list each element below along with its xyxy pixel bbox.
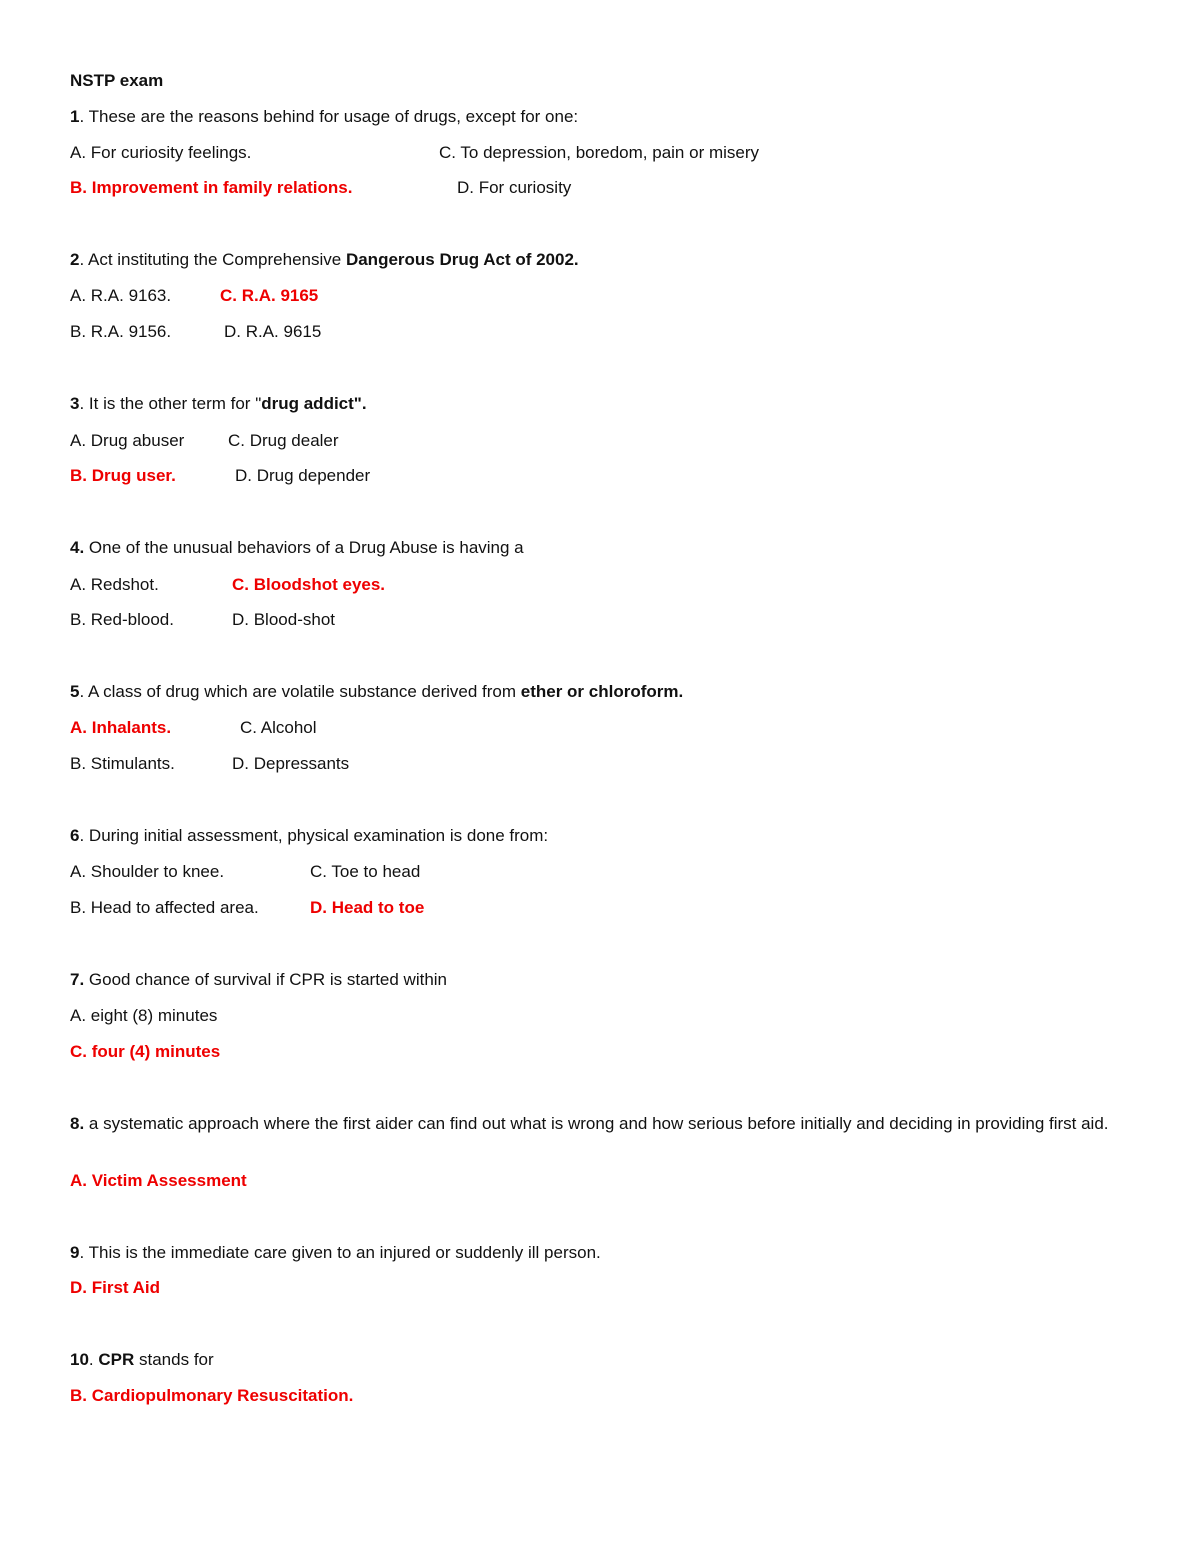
question-4 xyxy=(70,538,524,558)
q4-option-b: B. Red-blood. xyxy=(70,610,174,629)
q1-option-d: D. For curiosity xyxy=(457,178,572,197)
exam-title: NSTP exam xyxy=(70,71,164,90)
question-bold-text: ether or chloroform. xyxy=(520,682,684,701)
q2-option-b: B. R.A. 9156. xyxy=(70,322,172,341)
question-number: 9 xyxy=(70,1243,80,1262)
question-text: . This is the immediate care given to an injured or suddenly ill person. xyxy=(79,1243,601,1262)
question-number: 5 xyxy=(70,682,80,701)
question-bold-text: Dangerous Drug Act of 2002. xyxy=(345,250,579,269)
question-number: 3 xyxy=(70,394,80,413)
q3-option-d: D. Drug depender xyxy=(235,466,371,485)
question-bold-text: drug addict". xyxy=(261,394,367,413)
q5-option-a-answer: A. Inhalants. xyxy=(70,718,172,737)
question-7 xyxy=(70,970,447,990)
q1-option-a: A. For curiosity feelings. xyxy=(70,143,252,162)
q8-option-a-answer: A. Victim Assessment xyxy=(70,1171,247,1190)
question-6 xyxy=(70,826,548,846)
question-bold-text: CPR xyxy=(98,1350,135,1369)
question-text: . xyxy=(88,1350,99,1369)
question-number: 2 xyxy=(70,250,80,269)
q6-option-d-answer: D. Head to toe xyxy=(310,898,425,917)
q9-option-d-answer: D. First Aid xyxy=(70,1278,161,1297)
question-2 xyxy=(70,250,579,270)
q4-option-a: A. Redshot. xyxy=(70,575,159,594)
question-text: . These are the reasons behind for usage of drugs, except for one: xyxy=(79,107,579,126)
q2-option-a: A. R.A. 9163. xyxy=(70,286,172,305)
question-text: . A class of drug which are volatile substance derived from xyxy=(79,682,521,701)
q1-option-c: C. To depression, boredom, pain or misery xyxy=(439,143,760,162)
question-5 xyxy=(70,682,683,702)
question-text: One of the unusual behaviors of a Drug Abuse is having a xyxy=(84,538,524,557)
question-text-2: stands for xyxy=(134,1350,214,1369)
q4-option-c-answer: C. Bloodshot eyes. xyxy=(232,575,386,594)
q6-option-c: C. Toe to head xyxy=(310,862,421,881)
question-number: 7. xyxy=(70,970,85,989)
question-3 xyxy=(70,394,367,414)
question-8 xyxy=(70,1114,1135,1134)
question-number: 1 xyxy=(70,107,80,126)
q3-option-a: A. Drug abuser xyxy=(70,431,185,450)
q5-option-b: B. Stimulants. xyxy=(70,754,175,773)
q7-option-c-answer: C. four (4) minutes xyxy=(70,1042,221,1061)
q6-option-b: B. Head to affected area. xyxy=(70,898,259,917)
q3-option-b-answer: B. Drug user. xyxy=(70,466,176,485)
q5-option-d: D. Depressants xyxy=(232,754,350,773)
question-text: . It is the other term for " xyxy=(79,394,262,413)
question-number: 6 xyxy=(70,826,80,845)
question-number: 4. xyxy=(70,538,85,557)
q10-option-b-answer: B. Cardiopulmonary Resuscitation. xyxy=(70,1386,354,1405)
question-1 xyxy=(70,107,578,127)
q4-option-d: D. Blood-shot xyxy=(232,610,335,629)
question-10 xyxy=(70,1350,214,1370)
question-number: 10 xyxy=(70,1350,89,1369)
q2-option-c-answer: C. R.A. 9165 xyxy=(220,286,319,305)
question-9 xyxy=(70,1243,601,1263)
q6-option-a: A. Shoulder to knee. xyxy=(70,862,225,881)
q1-option-b-answer: B. Improvement in family relations. xyxy=(70,178,353,197)
question-text: . Act instituting the Comprehensive xyxy=(79,250,346,269)
q3-option-c: C. Drug dealer xyxy=(228,431,339,450)
q5-option-c: C. Alcohol xyxy=(240,718,317,737)
question-text: . During initial assessment, physical examination is done from: xyxy=(79,826,549,845)
q7-option-a: A. eight (8) minutes xyxy=(70,1006,218,1025)
question-text: Good chance of survival if CPR is started within xyxy=(84,970,448,989)
question-text: a systematic approach where the first aider can find out what is wrong and how serious before initially and deciding in providing first aid. xyxy=(84,1114,1109,1133)
question-number: 8. xyxy=(70,1114,85,1133)
q2-option-d: D. R.A. 9615 xyxy=(224,322,322,341)
